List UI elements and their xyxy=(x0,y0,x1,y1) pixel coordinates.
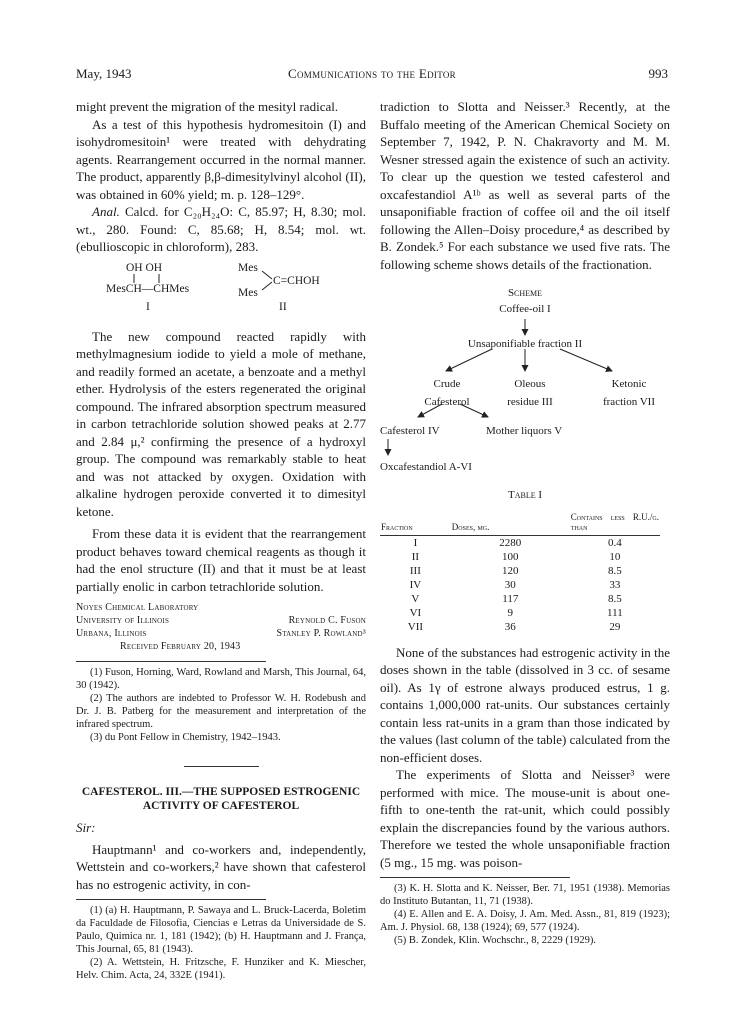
header-date: May, 1943 xyxy=(76,66,132,81)
node-crude-cafesterol xyxy=(402,376,492,411)
scheme-title: Scheme xyxy=(507,287,543,299)
left-column xyxy=(76,98,366,982)
paragraph: might prevent the migration of the mesityl radical. xyxy=(76,99,339,114)
footnote: (2) A. Wettstein, H. Fritzsche, F. Hunziker and K. Miescher, Helv. Chim. Acta, 24, 332E (1941). xyxy=(76,957,366,981)
footnote: (3) du Pont Fellow in Chemistry, 1942–1943. xyxy=(90,732,281,743)
node-ketonic-fraction xyxy=(588,376,670,411)
node-mother-liquors: Mother liquors V xyxy=(486,425,563,437)
table-cell: 117 xyxy=(502,592,519,605)
paragraph: As a test of this hypothesis hydromesitoin (I) and isohydromesitoin¹ were treated with dehydrating agents. Rearrangement occurred in the normal manner. The product, apparently β,β-dimesitylvinyl alcohol (II), was obtained in 60% yield; m. p. 128–129°. xyxy=(76,116,366,202)
node-label: Crude xyxy=(433,378,461,390)
table-row xyxy=(380,606,660,620)
column-header: Doses, mg. xyxy=(451,521,490,532)
footnote: (4) E. Allen and E. A. Doisy, J. Am. Med. Assn., 81, 819 (1923); Am. J. Physiol. 68, 138 (1924); 69, 577 (1924). xyxy=(380,909,670,933)
university: University of Illinois xyxy=(76,615,170,626)
node-label: residue III xyxy=(507,395,553,408)
section-rule xyxy=(184,766,259,767)
paragraph: The experiments of Slotta and Neisser³ were performed with mice. The mouse-unit is about one-fifth to one-tenth the rat-unit, which could possibly explain the discrepancies found by the various authors. Therefore we tested the whole unsaponifiable fraction (5 mg., 15 mg. was poison- xyxy=(380,767,670,870)
author-rowland: Stanley P. Rowland³ xyxy=(276,628,366,639)
article-title: CAFESTEROL. III.—THE SUPPOSED ESTROGENIC ACTIVITY OF CAFESTEROL xyxy=(81,786,361,812)
table-cell: VII xyxy=(407,620,424,633)
signature-block xyxy=(76,601,366,653)
table-cell: 9 xyxy=(507,606,514,619)
table-row xyxy=(380,620,660,634)
table-cell: 120 xyxy=(502,564,519,577)
structural-formulas xyxy=(76,262,366,320)
table-cell: 100 xyxy=(502,550,519,563)
table-cell: III xyxy=(409,564,421,577)
table-cell: 111 xyxy=(607,606,623,619)
table-row xyxy=(380,592,660,606)
formula-i-main: MesCH—CHMes xyxy=(106,282,190,295)
table-cell: II xyxy=(411,550,420,563)
doses-table xyxy=(380,511,660,634)
table-cell: 10 xyxy=(609,550,621,563)
table-row xyxy=(380,564,660,578)
table-cell: 29 xyxy=(609,620,621,633)
footnote: (1) Fuson, Horning, Ward, Rowland and Marsh, This Journal, 64, 30 (1942). xyxy=(76,667,366,691)
paragraph: None of the substances had estrogenic activity in the doses shown in the table (dissolved in 3 cc. of sesame oil). As 1γ of estrone always produced estrus, 1 g. contains 1,000,000 rat-units. Our substances certainly contain less rat-units in a gram than those indicated by the values (last column of the table) calculated from the non-efficient doses. xyxy=(380,644,670,765)
footnote: (3) K. H. Slotta and K. Neisser, Ber. 71, 1951 (1938). Memorias do Instituto Butantan, 11, 71 (1938). xyxy=(380,883,670,907)
city: Urbana, Illinois xyxy=(76,628,147,639)
table-cell: VI xyxy=(409,606,422,619)
right-column xyxy=(380,98,670,947)
node-label: Oleous xyxy=(514,378,546,390)
formula-ii-mes-top: Mes xyxy=(238,261,258,274)
node-label: Ketonic xyxy=(611,378,647,390)
node-oxcafestandiol: Oxcafestandiol A-VI xyxy=(380,461,472,473)
table-cell: 30 xyxy=(504,578,516,591)
table-cell: 8.5 xyxy=(608,592,622,605)
running-head: Communications to the Editor xyxy=(288,66,456,81)
node-oleous-residue xyxy=(490,376,570,411)
analysis-paragraph xyxy=(76,203,366,256)
node-cafesterol-iv: Cafesterol IV xyxy=(380,425,440,437)
analysis-text: Calcd. for C₂₀H₂₄O: C, 85.97; H, 8.30; mol. wt., 280. Found: C, 85.68; H, 8.54; mol. wt. (ebullioscopic in chloroform), 283. xyxy=(76,204,366,254)
footnote: (2) The authors are indebted to Professor W. H. Rodebush and Dr. J. B. Patberg for the measurement and interpretation of the infrared spectrum. xyxy=(76,693,366,730)
footnote: (5) B. Zondek, Klin. Wochschr., 8, 2229 (1929). xyxy=(394,935,596,946)
node-unsaponifiable: Unsaponifiable fraction II xyxy=(467,338,583,350)
anal-label: Anal. xyxy=(92,204,120,219)
table-cell: 8.5 xyxy=(608,564,622,577)
salutation: Sir: xyxy=(76,820,96,835)
paragraph: tradiction to Slotta and Neisser.³ Recently, at the Buffalo meeting of the American Chemical Society on September 7, 1942, P. N. Chakravorty and M. M. Wesner stressed again the existence of such an activity. To clear up the question we tested cafesterol and oxcafestandiol A¹ᵇ as well as several parts of the unsaponifiable fraction of coffee oil and the oil itself following the Allen–Doisy procedure,⁴ as described by B. Zondek.⁵ For each substance we used five rats. The following scheme shows details of the fractionation. xyxy=(380,99,670,272)
lab-name: Noyes Chemical Laboratory xyxy=(76,602,199,613)
formula-i-label: I xyxy=(146,300,150,313)
paragraph: Hauptmann¹ and co-workers and, independently, Wettstein and co-workers,² have shown that cafesterol has no estrogenic activity, in con- xyxy=(76,841,366,892)
table-cell: I xyxy=(380,535,451,550)
footnote-rule xyxy=(76,899,266,900)
table-cell: IV xyxy=(409,578,422,591)
footnotes-1 xyxy=(76,666,366,744)
node-coffee-oil: Coffee-oil I xyxy=(499,303,551,315)
table-cell: V xyxy=(411,592,420,605)
table-row xyxy=(380,578,660,592)
column-header: Fraction xyxy=(381,521,413,532)
paragraph: The new compound reacted rapidly with methylmagnesium iodide to yield a mole of methane, and readily formed an acetate, a benzoate and a methyl ether. Hydrolysis of the esters regenerated the original compound. The infrared absorption spectrum measured in carbon tetrachloride solution showed peaks at 2.77 and 2.84 μ,² confirming the presence of a hydroxyl group. The compound was remarkably stable to heat and was not attacked by oxygen. Oxidation with alkaline hydrogen peroxide converted it to dimesityl ketone. xyxy=(76,328,366,519)
table-cell: 36 xyxy=(504,620,516,633)
formula-ii-main: C=CHOH xyxy=(273,274,320,287)
footnote-rule xyxy=(76,661,266,662)
node-label: Cafesterol xyxy=(424,395,470,408)
column-header: Contains less R.U./g. than xyxy=(570,511,659,532)
footnotes-3 xyxy=(380,882,670,947)
table-cell: 0.4 xyxy=(570,535,660,550)
page-number: 993 xyxy=(648,66,668,81)
formula-ii-label: II xyxy=(279,300,287,313)
author-fuson: Reynold C. Fuson xyxy=(288,615,366,626)
formula-ii-mes-bottom: Mes xyxy=(238,286,258,299)
table-row xyxy=(380,535,660,550)
fractionation-scheme xyxy=(380,279,670,479)
node-label: fraction VII xyxy=(602,395,656,408)
formula-i-hydroxyls: OH OH xyxy=(126,261,163,274)
footnotes-2 xyxy=(76,904,366,982)
table-row xyxy=(380,550,660,564)
table-cell: 2280 xyxy=(451,535,570,550)
table-title: Table I xyxy=(507,489,543,501)
footnote-rule xyxy=(380,877,570,878)
paragraph: From these data it is evident that the rearrangement product behaves toward chemical reagents as though it had the enol structure (II) and that it must be at least partially enolic in carbon tetrachloride solution. xyxy=(76,526,366,594)
table-cell: 33 xyxy=(609,578,621,591)
footnote: (1) (a) H. Hauptmann, P. Sawaya and L. Bruck-Lacerda, Boletim da Faculdade de Filosofia, Ciencias e Letras da Universidade de S. Paulo, Quimica nr. 1, 181 (1942); (b) H. Hauptmann and J. França, This Journal, 65, 81 (1943). xyxy=(76,905,366,955)
received-date: Received February 20, 1943 xyxy=(120,641,241,652)
